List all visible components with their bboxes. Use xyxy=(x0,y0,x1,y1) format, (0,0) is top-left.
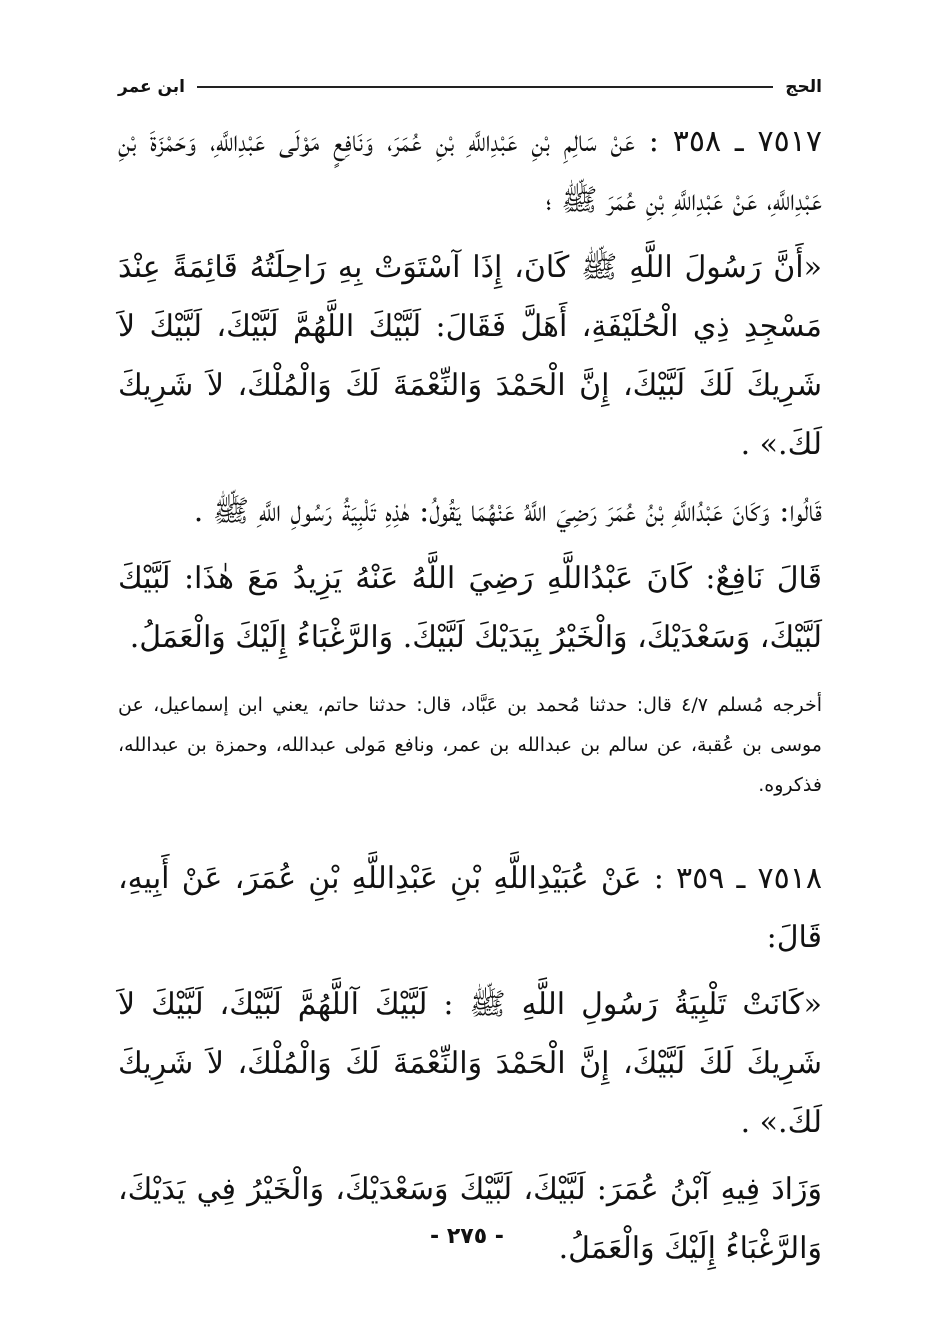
hadith-7517-qalu: قَالُوا: وَكَانَ عَبْدُاللَّهِ بْنُ عُمَرَ رَضِيَ اللَّهُ عَنْهُمَا يَقُولُ: هٰذِهِ تَلْبِيَةُ رَسُولِ اللَّهِ ﷺ . xyxy=(193,494,822,529)
hadith-7517-matn: «أَنَّ رَسُولَ اللَّهِ ﷺ كَانَ، إِذَا آسْتَوَتْ بِهِ رَاحِلَتُهُ قَائِمَةً عِنْدَ مَسْجِدِ ذِي الْحُلَيْفَةِ، أَهَلَّ فَقَالَ: لَبَّيْكَ اللَّهُمَّ لَبَّيْكَ، لَبَّيْكَ لاَ شَرِيكَ لَكَ لَبَّيْكَ، إِنَّ الْحَمْدَ وَالنِّعْمَةَ لَكَ وَالْمُلْكَ، لاَ شَرِيكَ لَكَ.» . xyxy=(118,250,822,462)
page-number: - ٢٧٥ - xyxy=(430,1224,504,1249)
hadith-7517-isnad: ٧٥١٧ ـ ٣٥٨ : عَنْ سَالِمِ بْنِ عَبْدِاللَّهِ بْنِ عُمَرَ، وَنَافِعٍ مَوْلَى عَبْدِاللَّهِ، وَحَمْزَةَ بْنِ عَبْدِاللَّهِ، عَنْ عَبْدِاللَّهِ بْنِ عُمَرَ ﷺ ؛ xyxy=(118,124,822,218)
section-title: ابن عمر xyxy=(118,77,186,97)
header-rule xyxy=(197,86,773,88)
running-header xyxy=(118,72,822,102)
hadith-7518-ziyada: وَزَادَ فِيهِ آبْنُ عُمَرَ: لَبَّيْكَ، لَبَّيْكَ وَسَعْدَيْكَ، وَالْخَيْرُ فِي يَدَيْكَ، وَالرَّغْبَاءُ إِلَيْكَ وَالْعَمَلُ. xyxy=(118,1172,822,1266)
hadith-7518-matn: «كَانَتْ تَلْبِيَةُ رَسُولِ اللَّهِ ﷺ : لَبَّيْكَ آللَّهُمَّ لَبَّيْكَ، لَبَّيْكَ لاَ شَرِيكَ لَكَ لَبَّيْكَ، إِنَّ الْحَمْدَ وَالنِّعْمَةَ لَكَ وَالْمُلْكَ، لاَ شَرِيكَ لَكَ.» . xyxy=(118,987,822,1140)
chapter-title: الحج xyxy=(785,77,822,97)
hadith-7518-isnad: ٧٥١٨ ـ ٣٥٩ : عَنْ عُبَيْدِاللَّهِ بْنِ عَبْدِاللَّهِ بْنِ عُمَرَ، عَنْ أَبِيهِ، قَالَ: xyxy=(118,861,822,955)
page-content xyxy=(118,112,822,1278)
hadith-7517-takhrij: أخرجه مُسلم ٤/٧ قال: حدثنا مُحمد بن عَبَّاد، قال: حدثنا حاتم، يعني ابن إسماعيل، عن موسى بن عُقبة، عن سالم بن عبدالله بن عمر، ونافع مَولى عبدالله، وحمزة بن عبدالله، فذكروه. xyxy=(118,694,822,796)
hadith-7517-nafi: قَالَ نَافِعٌ: كَانَ عَبْدُاللَّهِ رَضِيَ اللَّهُ عَنْهُ يَزِيدُ مَعَ هٰذَا: لَبَّيْكَ لَبَّيْكَ، وَسَعْدَيْكَ، وَالْخَيْرُ بِيَدَيْكَ لَبَّيْكَ. وَالرَّغْبَاءُ إِلَيْكَ وَالْعَمَلُ. xyxy=(118,561,822,655)
